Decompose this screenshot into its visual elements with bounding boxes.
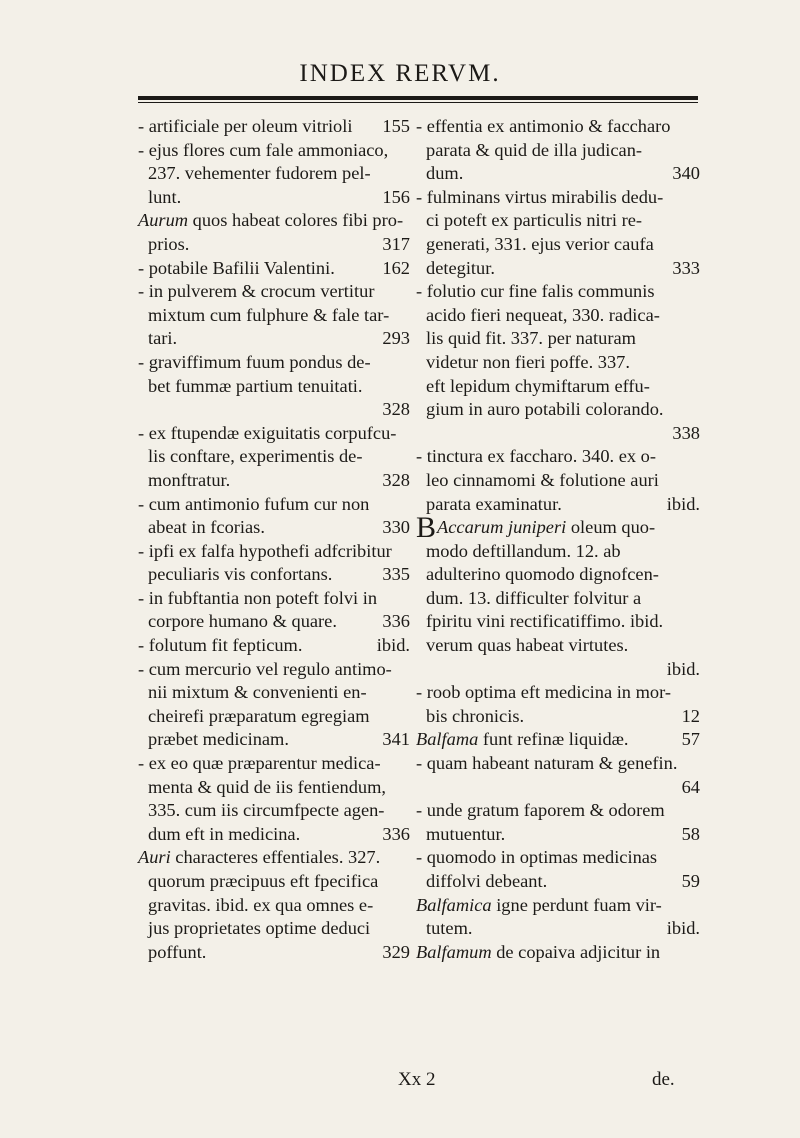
page-reference: 57 xyxy=(681,729,700,750)
signature-mark: Xx 2 xyxy=(398,1069,436,1090)
index-entry-line xyxy=(416,209,700,233)
entry-text: acido fieri nequeat, 330. radica- xyxy=(426,304,660,325)
entry-text: - quomodo in optimas medicinas xyxy=(416,847,658,868)
entry-text: ci poteft ex particulis nitri re- xyxy=(426,210,643,231)
page-reference: 329 xyxy=(382,941,410,962)
page-reference: 12 xyxy=(681,705,700,726)
index-entry-line xyxy=(138,398,410,422)
index-entry-line xyxy=(138,728,410,752)
index-entry-line xyxy=(416,870,700,894)
entry-headword: Aurum xyxy=(138,210,189,231)
entry-text: jus proprietates optime deduci xyxy=(148,918,371,939)
index-entry-line xyxy=(138,445,410,469)
entry-text: fpiritu vini rectificatiffimo. ibid. xyxy=(426,611,664,632)
entry-text: - cum mercurio vel regulo antimo- xyxy=(138,658,392,679)
entry-text: lis quid fit. 337. per naturam xyxy=(426,328,636,349)
page-reference: 341 xyxy=(382,729,410,750)
entry-text: oleum quo- xyxy=(566,517,656,538)
index-entry-line xyxy=(138,351,410,375)
entry-text: tutem. xyxy=(426,918,473,939)
index-entry-line xyxy=(138,233,410,257)
entry-text: dum eft in medicina. xyxy=(148,823,301,844)
entry-headword: Auri xyxy=(138,847,171,868)
right-column xyxy=(416,115,700,964)
entry-text: characteres effentiales. 327. xyxy=(170,847,381,868)
index-entry-line xyxy=(138,941,410,965)
entry-text: quorum præcipuus eft fpecifica xyxy=(148,871,379,891)
entry-headword: Accarum juniperi xyxy=(437,517,567,538)
index-entry-line xyxy=(138,162,410,186)
entry-text: diffolvi debeant. xyxy=(426,871,548,891)
index-entry-line xyxy=(416,917,700,941)
entry-text: corpore humano & quare. xyxy=(148,611,337,632)
entry-text: - graviffimum fuum pondus de- xyxy=(138,351,371,372)
entry-text: cheirefi præparatum egregiam xyxy=(148,705,370,726)
index-entry-line xyxy=(138,894,410,918)
entry-text: præbet medicinam. xyxy=(148,729,289,750)
entry-text: tari. xyxy=(148,328,178,349)
page-reference: 328 xyxy=(382,469,410,490)
entry-text: igne perdunt fuam vir- xyxy=(491,894,662,915)
entry-text: dum. 13. difficulter folvitur a xyxy=(426,587,642,608)
entry-headword: Balfamum xyxy=(416,941,492,962)
index-entry-line xyxy=(416,941,700,965)
page-reference: 155 xyxy=(382,116,410,136)
entry-text: abeat in fcorias. xyxy=(148,517,265,538)
index-entry-line xyxy=(416,823,700,847)
entry-text: - artificiale per oleum vitrioli xyxy=(138,116,353,136)
entry-text: generati, 331. ejus verior caufa xyxy=(426,233,654,254)
page-reference: 293 xyxy=(382,328,410,349)
entry-text: gravitas. ibid. ex qua omnes e- xyxy=(148,894,374,915)
entry-text: peculiaris vis confortans. xyxy=(148,564,333,585)
entry-text: - unde gratum faporem & odorem xyxy=(416,800,665,821)
entry-text: quos habeat colores fibi pro- xyxy=(188,210,404,231)
entry-text: monftratur. xyxy=(148,469,231,490)
entry-text: eft lepidum chymiftarum effu- xyxy=(426,375,650,396)
page-reference: 328 xyxy=(382,399,410,420)
left-column xyxy=(138,115,410,964)
entry-text: verum quas habeat virtutes. xyxy=(426,635,629,656)
entry-text: gium in auro potabili colorando. xyxy=(426,399,664,420)
entry-text: videtur non fieri poffe. 337. xyxy=(426,351,630,372)
index-entry-line xyxy=(138,540,410,564)
page-reference: 162 xyxy=(382,257,410,278)
index-entry-line xyxy=(138,186,410,210)
index-entry-line xyxy=(416,469,700,493)
index-entry-line xyxy=(416,493,700,517)
page-reference: 333 xyxy=(672,257,700,278)
index-entry-line xyxy=(138,257,410,281)
entry-headword: Balfamica xyxy=(416,894,492,915)
index-entry-line xyxy=(416,115,700,139)
index-entry-line xyxy=(416,894,700,918)
entry-text: - folutio cur fine falis communis xyxy=(416,281,655,302)
entry-text: parata examinatur. xyxy=(426,493,562,514)
page-reference: ibid. xyxy=(666,658,700,679)
entry-text: parata & quid de illa judican- xyxy=(426,139,643,160)
index-entry-line xyxy=(416,799,700,823)
entry-text: - folutum fit fepticum. xyxy=(138,635,303,656)
index-entry-line xyxy=(138,658,410,682)
index-entry-line xyxy=(416,634,700,658)
entry-text: - roob optima eft medicina in mor- xyxy=(416,682,671,703)
entry-text: modo deftillandum. 12. ab xyxy=(426,540,621,561)
index-entry-line xyxy=(138,280,410,304)
entry-text: mixtum cum fulphure & fale tar- xyxy=(148,304,390,325)
index-entry-line xyxy=(138,917,410,941)
index-entry-line xyxy=(416,587,700,611)
index-entry-line xyxy=(138,209,410,233)
header-rule-thin xyxy=(138,102,698,103)
page-reference: 340 xyxy=(672,163,700,184)
index-entry-line xyxy=(138,422,410,446)
index-entry-line xyxy=(416,162,700,186)
index-entry-line xyxy=(138,516,410,540)
index-entry-line xyxy=(138,587,410,611)
index-entry-line xyxy=(416,233,700,257)
index-entry-line xyxy=(416,139,700,163)
index-entry-line xyxy=(416,445,700,469)
index-entry-line xyxy=(416,186,700,210)
index-entry-line xyxy=(416,351,700,375)
page-reference: ibid. xyxy=(666,918,700,939)
index-entry-line xyxy=(138,823,410,847)
page-reference: ibid. xyxy=(666,493,700,514)
header-rule-thick xyxy=(138,96,698,100)
index-entry-line xyxy=(138,610,410,634)
entry-text: leo cinnamomi & folutione auri xyxy=(426,469,659,490)
catchword: de. xyxy=(652,1069,675,1090)
entry-text: menta & quid de iis fentiendum, xyxy=(148,776,387,797)
entry-text: - cum antimonio fufum cur non xyxy=(138,493,370,514)
index-entry-line xyxy=(138,327,410,351)
page-reference: 330 xyxy=(382,517,410,538)
entry-text: - ex ftupendæ exiguitatis corpufcu- xyxy=(138,422,397,443)
page-title: INDEX RERVM. xyxy=(299,60,501,87)
page-reference: 58 xyxy=(681,823,700,844)
index-entry-line xyxy=(138,846,410,870)
entry-text: - ipfi ex falfa hypothefi adfcribitur xyxy=(138,540,392,561)
entry-text: - in fubftantia non poteft folvi in xyxy=(138,587,378,608)
index-entry-line xyxy=(416,752,700,776)
entry-text: 237. vehementer fudorem pel- xyxy=(148,163,371,184)
index-entry-line xyxy=(138,304,410,328)
index-entry-line xyxy=(138,705,410,729)
index-entry-line xyxy=(416,257,700,281)
index-entry-line xyxy=(416,511,700,545)
entry-text: mutuentur. xyxy=(426,823,506,844)
entry-text: - fulminans virtus mirabilis dedu- xyxy=(416,186,664,207)
entry-text: - potabile Bafilii Valentini. xyxy=(138,257,335,278)
index-entry-line xyxy=(138,139,410,163)
index-entry-line xyxy=(416,658,700,682)
entry-text: - quam habeant naturam & genefin. xyxy=(416,753,678,774)
entry-text: - ejus flores cum fale ammoniaco, xyxy=(138,139,389,160)
entry-headword: Balfama xyxy=(416,729,479,750)
index-entry-line xyxy=(416,422,700,446)
index-entry-line xyxy=(416,375,700,399)
entry-text: dum. xyxy=(426,163,464,184)
index-entry-line xyxy=(416,846,700,870)
entry-text: - effentia ex antimonio & faccharo xyxy=(416,116,671,136)
index-entry-line xyxy=(416,776,700,800)
index-entry-line xyxy=(138,563,410,587)
index-entry-line xyxy=(416,728,700,752)
page-reference: 338 xyxy=(672,422,700,443)
index-entry-line xyxy=(138,776,410,800)
page-reference: 317 xyxy=(382,233,410,254)
index-entry-line xyxy=(416,563,700,587)
index-entry-line xyxy=(138,115,410,139)
index-entry-line xyxy=(138,870,410,894)
page-reference: 336 xyxy=(382,611,410,632)
page-reference: 336 xyxy=(382,823,410,844)
entry-text: 335. cum iis circumfpecte agen- xyxy=(148,800,385,821)
index-entry-line xyxy=(416,681,700,705)
index-entry-line xyxy=(416,304,700,328)
entry-text: adulterino quomodo dignofcen- xyxy=(426,564,659,585)
entry-text: lis conftare, experimentis de- xyxy=(148,446,363,467)
index-entry-line xyxy=(138,752,410,776)
index-entry-line xyxy=(138,634,410,658)
page-reference: 156 xyxy=(382,186,410,207)
index-entry-line xyxy=(138,799,410,823)
initial-letter: B xyxy=(416,511,437,545)
page-reference: 59 xyxy=(681,871,700,891)
index-entry-line xyxy=(138,681,410,705)
entry-text: bis chronicis. xyxy=(426,705,525,726)
index-entry-line xyxy=(138,469,410,493)
page-reference: 335 xyxy=(382,564,410,585)
index-entry-line xyxy=(138,493,410,517)
index-entry-line xyxy=(416,280,700,304)
entry-text: funt refinæ liquidæ. xyxy=(478,729,629,750)
index-entry-line xyxy=(416,540,700,564)
entry-text: de copaiva adjicitur in xyxy=(491,941,661,962)
entry-text: lunt. xyxy=(148,186,182,207)
index-entry-line xyxy=(416,398,700,422)
index-entry-line xyxy=(416,610,700,634)
index-entry-line xyxy=(138,375,410,399)
entry-text: prios. xyxy=(148,233,190,254)
page-reference: ibid. xyxy=(376,635,410,656)
entry-text: - in pulverem & crocum vertitur xyxy=(138,281,375,302)
entry-text: - tinctura ex faccharo. 340. ex o- xyxy=(416,446,656,467)
page-reference: 64 xyxy=(681,776,700,797)
entry-text: detegitur. xyxy=(426,257,495,278)
index-entry-line xyxy=(416,705,700,729)
entry-text: poffunt. xyxy=(148,941,207,962)
entry-text: bet fummæ partium tenuitati. xyxy=(148,375,363,396)
index-entry-line xyxy=(416,327,700,351)
entry-text: nii mixtum & convenienti en- xyxy=(148,682,367,703)
entry-text: - ex eo quæ præparentur medica- xyxy=(138,753,381,774)
